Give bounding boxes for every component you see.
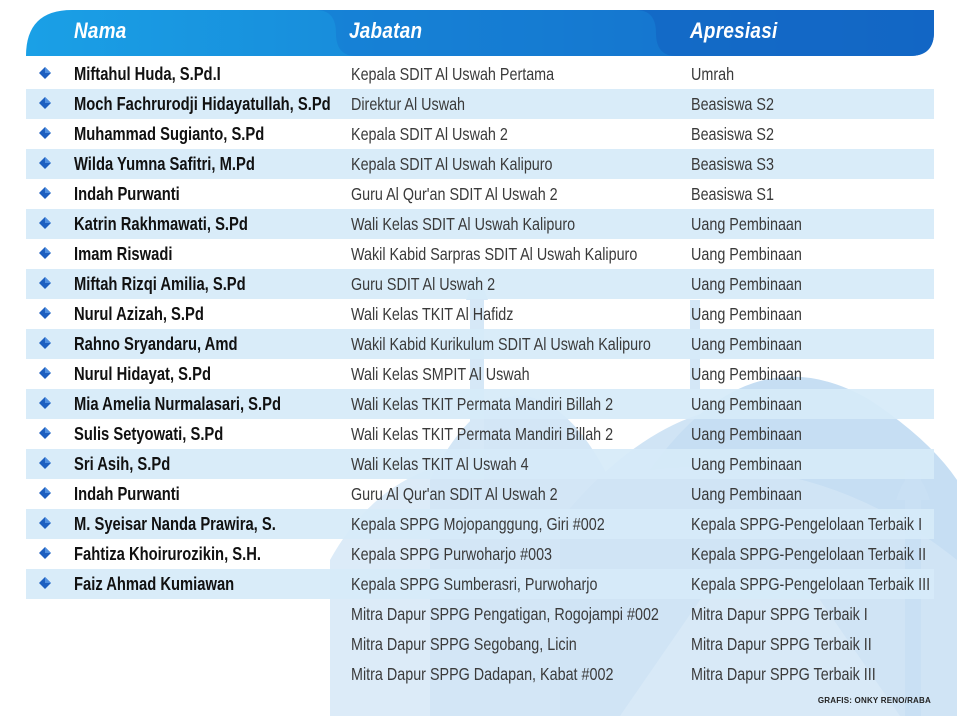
cell-apresiasi: Beasiswa S2 xyxy=(691,124,774,144)
diamond-bullet-icon xyxy=(39,157,51,169)
cell-nama: Sulis Setyowati, S.Pd xyxy=(74,424,224,444)
cell-jabatan: Wali Kelas TKIT Permata Mandiri Billah 2 xyxy=(351,394,614,414)
cell-apresiasi: Mitra Dapur SPPG Terbaik I xyxy=(691,604,868,624)
cell-jabatan: Wali Kelas SMPIT Al Uswah xyxy=(351,364,530,384)
diamond-bullet-icon xyxy=(39,217,51,229)
table-row xyxy=(26,509,934,539)
cell-nama: Moch Fachrurodji Hidayatullah, S.Pd xyxy=(74,94,331,114)
diamond-bullet-icon xyxy=(39,127,51,139)
cell-jabatan: Wali Kelas SDIT Al Uswah Kalipuro xyxy=(351,214,576,234)
table-row xyxy=(26,479,934,509)
cell-jabatan: Wali Kelas TKIT Al Uswah 4 xyxy=(351,454,529,474)
cell-nama: Miftahul Huda, S.Pd.I xyxy=(74,64,221,84)
cell-nama: Nurul Azizah, S.Pd xyxy=(74,304,204,324)
cell-nama: Indah Purwanti xyxy=(74,484,180,504)
table-row xyxy=(26,659,934,689)
cell-jabatan: Mitra Dapur SPPG Dadapan, Kabat #002 xyxy=(351,664,614,684)
header-jabatan: Jabatan xyxy=(349,18,423,43)
table-row xyxy=(26,389,934,419)
cell-apresiasi: Uang Pembinaan xyxy=(691,424,802,444)
cell-nama: Indah Purwanti xyxy=(74,184,180,204)
cell-apresiasi: Kepala SPPG-Pengelolaan Terbaik III xyxy=(691,574,931,594)
table-row xyxy=(26,179,934,209)
cell-apresiasi: Uang Pembinaan xyxy=(691,394,802,414)
cell-jabatan: Guru Al Qur'an SDIT Al Uswah 2 xyxy=(351,484,558,504)
header-apresiasi: Apresiasi xyxy=(690,18,778,43)
cell-apresiasi: Kepala SPPG-Pengelolaan Terbaik II xyxy=(691,544,927,564)
table-row xyxy=(26,569,934,599)
table-row xyxy=(26,269,934,299)
table-row xyxy=(26,599,934,629)
table-row xyxy=(26,239,934,269)
cell-apresiasi: Mitra Dapur SPPG Terbaik III xyxy=(691,664,876,684)
cell-apresiasi: Beasiswa S1 xyxy=(691,184,774,204)
cell-nama: Rahno Sryandaru, Amd xyxy=(74,334,238,354)
cell-nama: Wilda Yumna Safitri, M.Pd xyxy=(74,154,255,174)
cell-apresiasi: Beasiswa S3 xyxy=(691,154,774,174)
diamond-bullet-icon xyxy=(39,367,51,379)
diamond-bullet-icon xyxy=(39,337,51,349)
cell-jabatan: Kepala SDIT Al Uswah Kalipuro xyxy=(351,154,553,174)
cell-apresiasi: Uang Pembinaan xyxy=(691,214,802,234)
diamond-bullet-icon xyxy=(39,517,51,529)
cell-nama: Katrin Rakhmawati, S.Pd xyxy=(74,214,248,234)
header-nama: Nama xyxy=(74,18,127,43)
cell-apresiasi: Uang Pembinaan xyxy=(691,454,802,474)
diamond-bullet-icon xyxy=(39,577,51,589)
diamond-bullet-icon xyxy=(39,187,51,199)
table-row xyxy=(26,89,934,119)
table-row xyxy=(26,329,934,359)
table-row xyxy=(26,449,934,479)
cell-jabatan: Guru Al Qur'an SDIT Al Uswah 2 xyxy=(351,184,558,204)
cell-apresiasi: Kepala SPPG-Pengelolaan Terbaik I xyxy=(691,514,923,534)
cell-apresiasi: Beasiswa S2 xyxy=(691,94,774,114)
cell-jabatan: Direktur Al Uswah xyxy=(351,94,466,114)
cell-apresiasi: Umrah xyxy=(691,64,735,84)
apresiasi-table xyxy=(26,59,934,689)
cell-apresiasi: Uang Pembinaan xyxy=(691,484,802,504)
cell-nama: Muhammad Sugianto, S.Pd xyxy=(74,124,265,144)
diamond-bullet-icon xyxy=(39,457,51,469)
diamond-bullet-icon xyxy=(39,427,51,439)
cell-jabatan: Kepala SPPG Sumberasri, Purwoharjo xyxy=(351,574,598,594)
graphic-credit: GRAFIS: ONKY RENO/RABA xyxy=(817,696,931,705)
cell-jabatan: Mitra Dapur SPPG Segobang, Licin xyxy=(351,634,577,654)
diamond-bullet-icon xyxy=(39,487,51,499)
table-row xyxy=(26,629,934,659)
diamond-bullet-icon xyxy=(39,397,51,409)
cell-apresiasi: Uang Pembinaan xyxy=(691,334,802,354)
cell-jabatan: Guru SDIT Al Uswah 2 xyxy=(351,274,496,294)
cell-apresiasi: Uang Pembinaan xyxy=(691,244,802,264)
cell-jabatan: Wali Kelas TKIT Al Hafidz xyxy=(351,304,514,324)
table-row xyxy=(26,539,934,569)
table-row xyxy=(26,419,934,449)
cell-nama: Fahtiza Khoirurozikin, S.H. xyxy=(74,544,261,564)
cell-apresiasi: Uang Pembinaan xyxy=(691,304,802,324)
diamond-bullet-icon xyxy=(39,67,51,79)
table-header xyxy=(26,10,934,56)
cell-apresiasi: Mitra Dapur SPPG Terbaik II xyxy=(691,634,872,654)
cell-nama: Faiz Ahmad Kumiawan xyxy=(74,574,235,594)
table-row xyxy=(26,209,934,239)
table-row xyxy=(26,359,934,389)
cell-jabatan: Kepala SDIT Al Uswah 2 xyxy=(351,124,508,144)
cell-nama: Mia Amelia Nurmalasari, S.Pd xyxy=(74,394,281,414)
cell-apresiasi: Uang Pembinaan xyxy=(691,274,802,294)
diamond-bullet-icon xyxy=(39,277,51,289)
cell-jabatan: Wakil Kabid Sarpras SDIT Al Uswah Kalipuro xyxy=(351,244,638,264)
cell-jabatan: Kepala SPPG Mojopanggung, Giri #002 xyxy=(351,514,605,534)
cell-apresiasi: Uang Pembinaan xyxy=(691,364,802,384)
cell-jabatan: Kepala SPPG Purwoharjo #003 xyxy=(351,544,553,564)
table-row xyxy=(26,149,934,179)
cell-nama: M. Syeisar Nanda Prawira, S. xyxy=(74,514,276,534)
cell-jabatan: Mitra Dapur SPPG Pengatigan, Rogojampi #002 xyxy=(351,604,659,624)
cell-nama: Miftah Rizqi Amilia, S.Pd xyxy=(74,274,246,294)
cell-nama: Sri Asih, S.Pd xyxy=(74,454,171,474)
diamond-bullet-icon xyxy=(39,547,51,559)
table-row xyxy=(26,119,934,149)
cell-nama: Imam Riswadi xyxy=(74,244,173,264)
cell-jabatan: Wakil Kabid Kurikulum SDIT Al Uswah Kalipuro xyxy=(351,334,651,354)
cell-jabatan: Kepala SDIT Al Uswah Pertama xyxy=(351,64,555,84)
diamond-bullet-icon xyxy=(39,247,51,259)
diamond-bullet-icon xyxy=(39,97,51,109)
header-banner-shape xyxy=(26,10,934,56)
table-row xyxy=(26,299,934,329)
diamond-bullet-icon xyxy=(39,307,51,319)
cell-nama: Nurul Hidayat, S.Pd xyxy=(74,364,211,384)
cell-jabatan: Wali Kelas TKIT Permata Mandiri Billah 2 xyxy=(351,424,614,444)
table-row xyxy=(26,59,934,89)
